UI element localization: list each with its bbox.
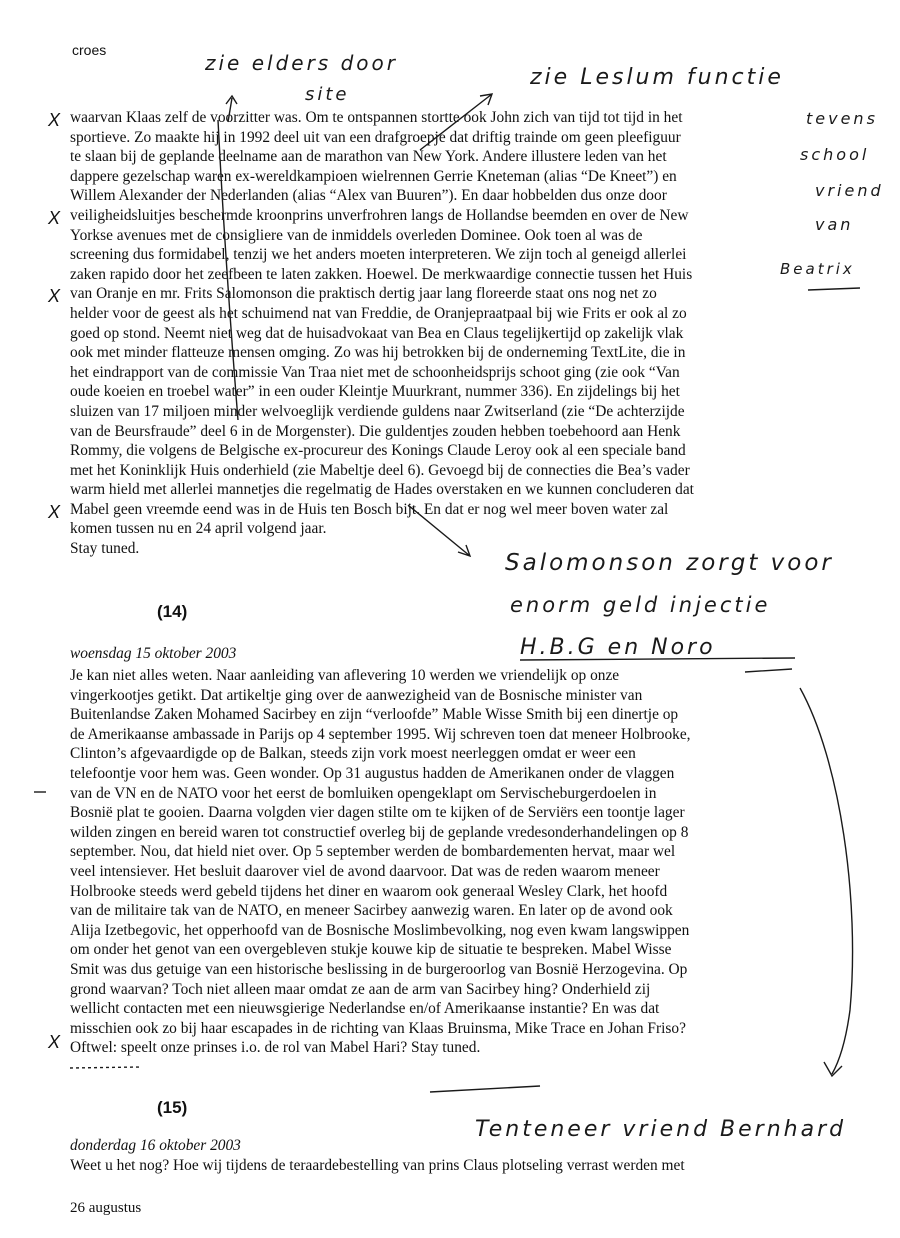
text-line: Rommy, die volgens de Belgische ex-procureur des Konings Claude Leroy ook al een speciale band xyxy=(70,442,686,460)
text-line: telefoontje voor hem was. Geen wonder. Op 31 augustus hadden de Amerikanen onder de vlaggen xyxy=(70,764,675,782)
text-line: Stay tuned. xyxy=(70,540,140,558)
episode-15-number: (15) xyxy=(157,1098,188,1117)
text-line: Oftwel: speelt onze prinses i.o. de rol van Mabel Hari? Stay tuned. xyxy=(70,1039,481,1057)
text-line: Yorkse avenues met de consigliere van de inmiddels overleden Dominee. Ook toen al was de xyxy=(70,226,643,244)
text-line: Je kan niet alles weten. Naar aanleiding van aflevering 10 werden we vriendelijk op onze xyxy=(70,667,620,684)
text-line: Holbrooke steeds werd gebeld tijdens het diner en waarom ook generaal Wesley Clark, het hoofd xyxy=(70,882,668,900)
text-line: van Oranje en mr. Frits Salomonson die praktisch dertig jaar lang floreerde staat ons nog net zo xyxy=(70,285,657,303)
episode-14-date: woensdag 15 oktober 2003 xyxy=(70,645,237,662)
text-line: veel intensiever. Het besluit daarover viel de avond daarvoor. Dat was de reden waarom meneer xyxy=(70,862,660,880)
text-line: wellicht contacten met een nieuwsgierige Nederlandse en/of Amerikaanse instantie? En was dat xyxy=(70,1000,660,1018)
handwritten-note: zie Leslum functie xyxy=(530,65,784,90)
page-header: croes xyxy=(72,42,107,58)
text-line: vingerkootjes getikt. Dat artikeltje ging over de aanwezigheid van de Bosnische minister van xyxy=(70,686,643,704)
text-line: Willem Alexander der Nederlanden (alias “Alex van Buuren”). En daar hobbelden dus onze door xyxy=(70,187,667,205)
text-line: Clinton’s afgevaardigde op de Balkan, steeds zijn vork moest neerleggen omdat er weer een xyxy=(70,745,636,763)
handwritten-note: enorm geld injectie xyxy=(510,593,771,617)
handwritten-note: zie elders door xyxy=(205,51,398,75)
text-line: goed op stond. Neemt niet weg dat de huisadvokaat van Bea en Claus tegelijkertijd op zakelijk vlak xyxy=(70,324,684,342)
text-line: screening dus formidabel, tenzij we het anders moeten interpreteren. We zijn toch al geneigd allerlei xyxy=(70,246,687,264)
text-line: sportieve. Zo maakte hij in 1992 deel uit van een drafgroepje dat driftig trainde om geen pleefiguur xyxy=(70,128,681,146)
text-line: komen tussen nu en 24 april volgend jaar. xyxy=(70,520,327,538)
handwritten-note: vriend xyxy=(815,181,884,200)
handwritten-note: Tenteneer vriend Bernhard xyxy=(475,1117,847,1142)
text-line: Buitenlandse Zaken Mohamed Sacirbey en zijn “verloofde” Mable Wisse Smith bij een dinertje op xyxy=(70,706,679,724)
margin-check-mark: X xyxy=(48,110,61,130)
text-line: van de militaire tak van de NATO, en meneer Sacirbey aanwezig waren. En later op de avond ook xyxy=(70,902,673,920)
section-2-text xyxy=(70,666,810,1058)
text-line: helder voor de geest als het schuimend nat van Freddie, de Oranjepraatpaal bij wie Frits er ook al zo xyxy=(70,304,687,322)
text-line: grond waarvan? Toch niet alleen maar omdat ze aan de arm van Sacirbey hing? Onderhield zij xyxy=(70,980,651,998)
handwritten-note: site xyxy=(305,84,350,105)
text-line: Bosnië plat te gooien. Daarna volgden vier dagen stilte om te kijken of de Serviërs een toontje lager xyxy=(70,804,685,822)
handwritten-note: H.B.G en Noro xyxy=(520,635,716,660)
handwritten-note: school xyxy=(800,145,870,164)
note-5 xyxy=(475,1117,846,1142)
handwritten-note: Beatrix xyxy=(780,260,855,278)
text-line: oude koeien en troebel water” in een ouder Kleintje Muurkrant, nummer 336). En zijdelings bij het xyxy=(70,383,680,401)
text-line: september. Nou, dat hield niet over. Op 5 september werden de bombardementen hervat, maar wel xyxy=(70,843,676,861)
episode-15-date: donderdag 16 oktober 2003 xyxy=(70,1137,241,1154)
text-line: van de Beursfraude” deel 6 in de Morgenster). Die guldentjes zouden hebben toebehoord aan Henk xyxy=(70,422,681,440)
text-line: Smit was dus getuige van een historische beslissing in de burgeroorlog van Bosnië Herzogevina. Op xyxy=(70,960,688,978)
handwritten-note: Salomonson zorgt voor xyxy=(505,550,834,576)
underline-stroke xyxy=(808,288,860,290)
text-line: van de VN en de NATO voor het eerst de bomluiken opengeklapt om Servischeburgerdoelen in xyxy=(70,784,657,802)
episode-14-number: (14) xyxy=(157,602,188,621)
text-line: zaken rapido door het zeefbeen te laten zakken. Hoewel. De merkwaardige connectie tussen het Huis xyxy=(70,265,693,283)
margin-check-mark: X xyxy=(48,286,61,306)
text-line: met het Koninklijk Huis onderhield (zie Mabeltje deel 6). Gevoegd bij de connecties die Bea’s vader xyxy=(70,461,690,479)
text-line: wilden zingen en bereid waren tot constructief overleg bij de geplande vredesonderhandelingen op 8 xyxy=(70,823,689,841)
stray-stroke xyxy=(70,1067,140,1068)
text-line: ook met minder flatteuze mensen omging. Zo was hij betrokken bij de onderneming TextLite, die in xyxy=(70,344,686,362)
section-1-text xyxy=(70,108,810,559)
text-line: om onder het genot van een overgebleven stukje kouwe kip de situatie te bespreken. Mabel Wisse xyxy=(70,941,672,959)
margin-check-mark: X xyxy=(48,208,61,228)
margin-check-mark: X xyxy=(48,1032,61,1052)
text-line: dappere gezelschap waren ex-wereldkampioen wielrennen Gerrie Kneteman (alias “De Kneet”) en xyxy=(70,167,677,185)
text-line: Weet u het nog? Hoe wij tijdens de teraardebestelling van prins Claus plotseling verrast werden met xyxy=(70,1157,685,1174)
text-line: Alija Izetbegovic, het opperhoofd van de Bosnische Moslimbevolking, nog even kwam langswippen xyxy=(70,921,690,939)
text-line: te slaan bij de geplande deelname aan de marathon van New York. Andere illustere leden van het xyxy=(70,148,667,166)
text-line: veiligheidsluitjes beschermde kroonprins unverfrohren langs de Hollandse beemden en over de New xyxy=(70,206,689,224)
text-line: misschien ook zo bij haar escapades in de richting van Klaas Bruinsma, Mike Trace en Johan Friso? xyxy=(70,1019,686,1037)
text-line: waarvan Klaas zelf de voorzitter was. Om te ontspannen stortte ook John zich van tijd tot tijd in het xyxy=(70,109,683,126)
text-line: warm hield met allerlei mannetjes die regelmatig de Hades overstaken en we kunnen concluderen dat xyxy=(70,481,694,499)
text-line: de Amerikaanse ambassade in Parijs op 4 september 1995. Wij schreven toen dat meneer Holbrooke, xyxy=(70,725,691,743)
handwritten-note: tevens xyxy=(806,109,878,128)
text-line: Mabel geen vreemde eend was in de Huis ten Bosch bijt. En dat er nog wel meer boven water zal xyxy=(70,500,669,518)
handwritten-note: van xyxy=(815,215,854,234)
text-line: sluizen van 17 miljoen minder welvoeglijk verdiende guldens naar Zwitserland (zie “De achterzijde xyxy=(70,402,685,420)
page-footer: 26 augustus xyxy=(70,1200,142,1216)
section-3-text xyxy=(70,1156,810,1176)
underline-stroke xyxy=(430,1086,540,1092)
margin-check-mark: X xyxy=(48,502,61,522)
text-line: het eindrapport van de commissie Van Traa niet met de schoonheidsprijs schoot ging (zie ook “Van xyxy=(70,363,680,381)
underline-stroke xyxy=(520,658,795,660)
